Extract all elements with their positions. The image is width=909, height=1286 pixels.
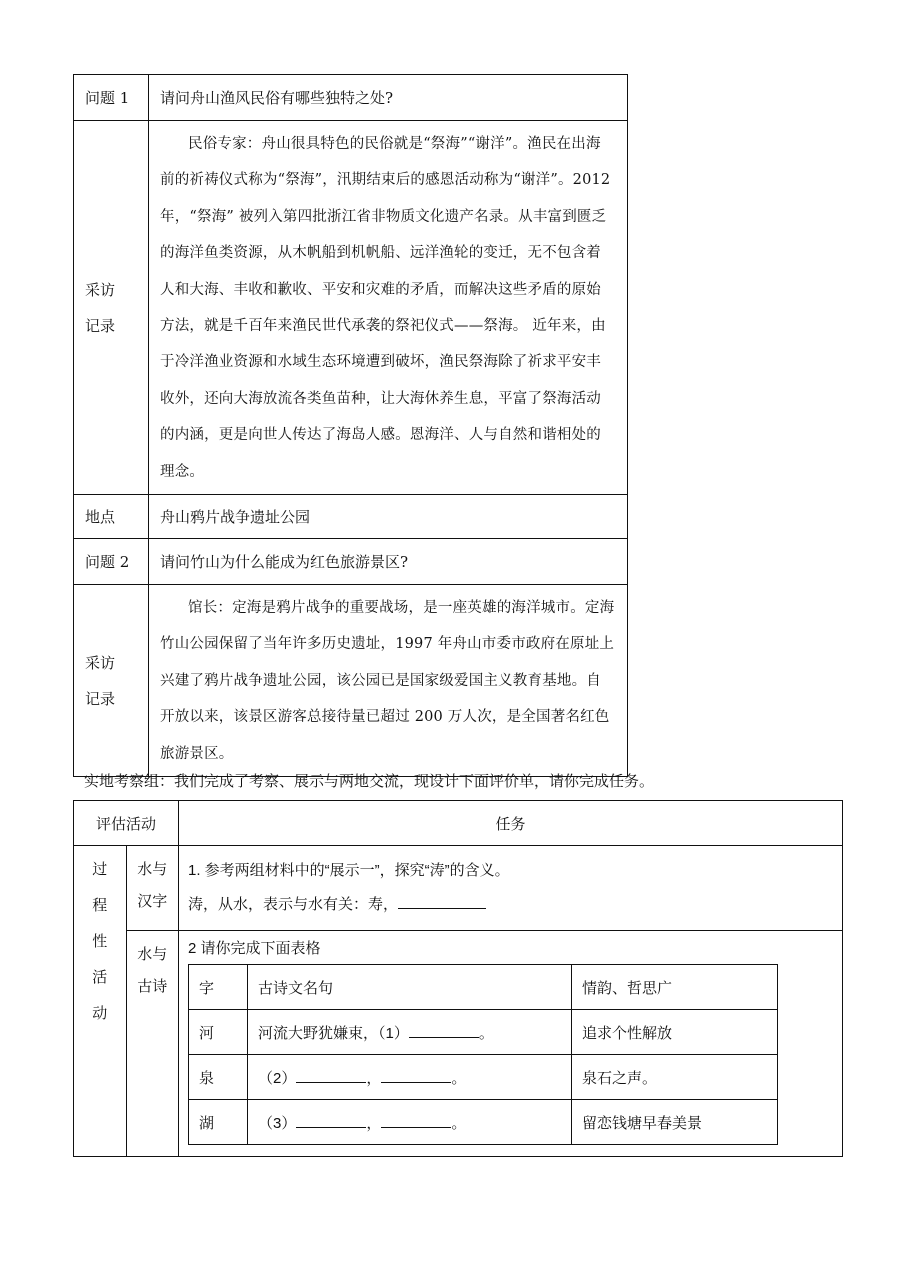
answer-blank[interactable]: [381, 1068, 451, 1083]
task-1-line: 涛，从水，表示与水有关：寿，: [188, 888, 842, 922]
task-2: [179, 931, 843, 1157]
water-and-characters-label: 水与 汉字: [126, 846, 179, 931]
col-header-feeling: 情韵、哲思广: [572, 965, 778, 1010]
record-label-line: 记录: [85, 316, 116, 335]
cell-feeling: 泉石之声。: [572, 1055, 778, 1100]
water-and-poetry-label: 水与 古诗: [126, 931, 179, 1157]
record-label-line: 记录: [85, 689, 116, 708]
record-1-body: 民俗专家：舟山很具特色的民俗就是“祭海”“谢洋”。渔民在出海前的祈祷仪式称为“祭海”，汛期结束后的感恩活动称为“谢洋”。2012 年，“祭海” 被列入第四批浙江省非物质文化遗产名录。从丰富到匮乏的海洋鱼类资源，从木帆船到机帆船、远洋渔轮的变迁，无不包含着人和大海、丰收和歉收、平安和灾难的矛盾，而解决这些矛盾的原始方法，就是千百年来渔民世代承袭的祭祀仪式——祭海。 近年来，由于冷洋渔业资源和水域生态环境遭到破坏，渔民祭海除了祈求平安丰收外，还向大海放流各类鱼苗种，让大海休养生息，平富了祭海活动的内涵，更是向世人传达了海岛人感。恩海洋、人与自然和谐相处的理念。: [160, 136, 611, 480]
answer-blank[interactable]: [296, 1113, 366, 1128]
table-row: [189, 1055, 778, 1100]
question-2-text: 请问竹山为什么能成为红色旅游景区?: [149, 539, 628, 585]
cell-poem: （3） ， 。: [248, 1100, 572, 1145]
cell-feeling: 留恋钱塘早春美景: [572, 1100, 778, 1145]
record-1-text: [149, 121, 628, 495]
record-label-line: 采访: [85, 280, 116, 299]
evaluation-table: [73, 800, 843, 1157]
cell-poem: 河流大野犹嫌束，（1） 。: [248, 1010, 572, 1055]
table-row: [74, 495, 628, 539]
header-activity: 评估活动: [74, 801, 179, 846]
cell-char: 湖: [189, 1100, 248, 1145]
table-row: [74, 121, 628, 495]
answer-blank[interactable]: [296, 1068, 366, 1083]
table-row: [189, 1010, 778, 1055]
table-row: [74, 931, 843, 1157]
cell-char: 泉: [189, 1055, 248, 1100]
answer-blank[interactable]: [409, 1023, 479, 1038]
table-row: [189, 965, 778, 1010]
cell-poem: （2） ， 。: [248, 1055, 572, 1100]
col-header-poem: 古诗文名句: [248, 965, 572, 1010]
table-row: [74, 585, 628, 777]
header-task: 任务: [179, 801, 843, 846]
question-1-text: 请问舟山渔风民俗有哪些独特之处?: [149, 75, 628, 121]
table-row: [74, 75, 628, 121]
answer-blank[interactable]: [398, 894, 486, 909]
interview-table: [73, 74, 628, 777]
record-2-text: [149, 585, 628, 777]
record-label-line: 采访: [85, 653, 116, 672]
location-text: 舟山鸦片战争遗址公园: [149, 495, 628, 539]
cell-feeling: 追求个性解放: [572, 1010, 778, 1055]
answer-blank[interactable]: [381, 1113, 451, 1128]
table-row: [189, 1100, 778, 1145]
cell-char: 河: [189, 1010, 248, 1055]
table-row: [74, 801, 843, 846]
task-1-prompt: 1. 参考两组材料中的“展示一”，探究“涛”的含义。: [188, 862, 510, 879]
col-header-char: 字: [189, 965, 248, 1010]
table-row: [74, 846, 843, 931]
process-activity-label: 过 程 性 活 动: [74, 846, 127, 1157]
poem-table: [188, 964, 778, 1145]
location-label: 地点: [74, 495, 149, 539]
record-2-body: 馆长：定海是鸦片战争的重要战场，是一座英雄的海洋城市。定海竹山公园保留了当年许多历史遗址，1997 年舟山市委市政府在原址上兴建了鸦片战争遗址公园，该公园已是国家级爱国主义教育基地。自开放以来，该景区游客总接待量已超过 200 万人次，是全国著名红色旅游景区。: [160, 600, 615, 762]
question-1-label: 问题 1: [74, 75, 149, 121]
task-1: [179, 846, 843, 931]
record-2-label: [74, 585, 149, 777]
task-2-title: 2 请你完成下面表格: [188, 940, 321, 957]
table-row: [74, 539, 628, 585]
question-2-label: 问题 2: [74, 539, 149, 585]
record-1-label: [74, 121, 149, 495]
field-team-note: 实地考察组：我们完成了考察、展示与两地交流，现设计下面评价单，请你完成任务。: [84, 773, 655, 790]
